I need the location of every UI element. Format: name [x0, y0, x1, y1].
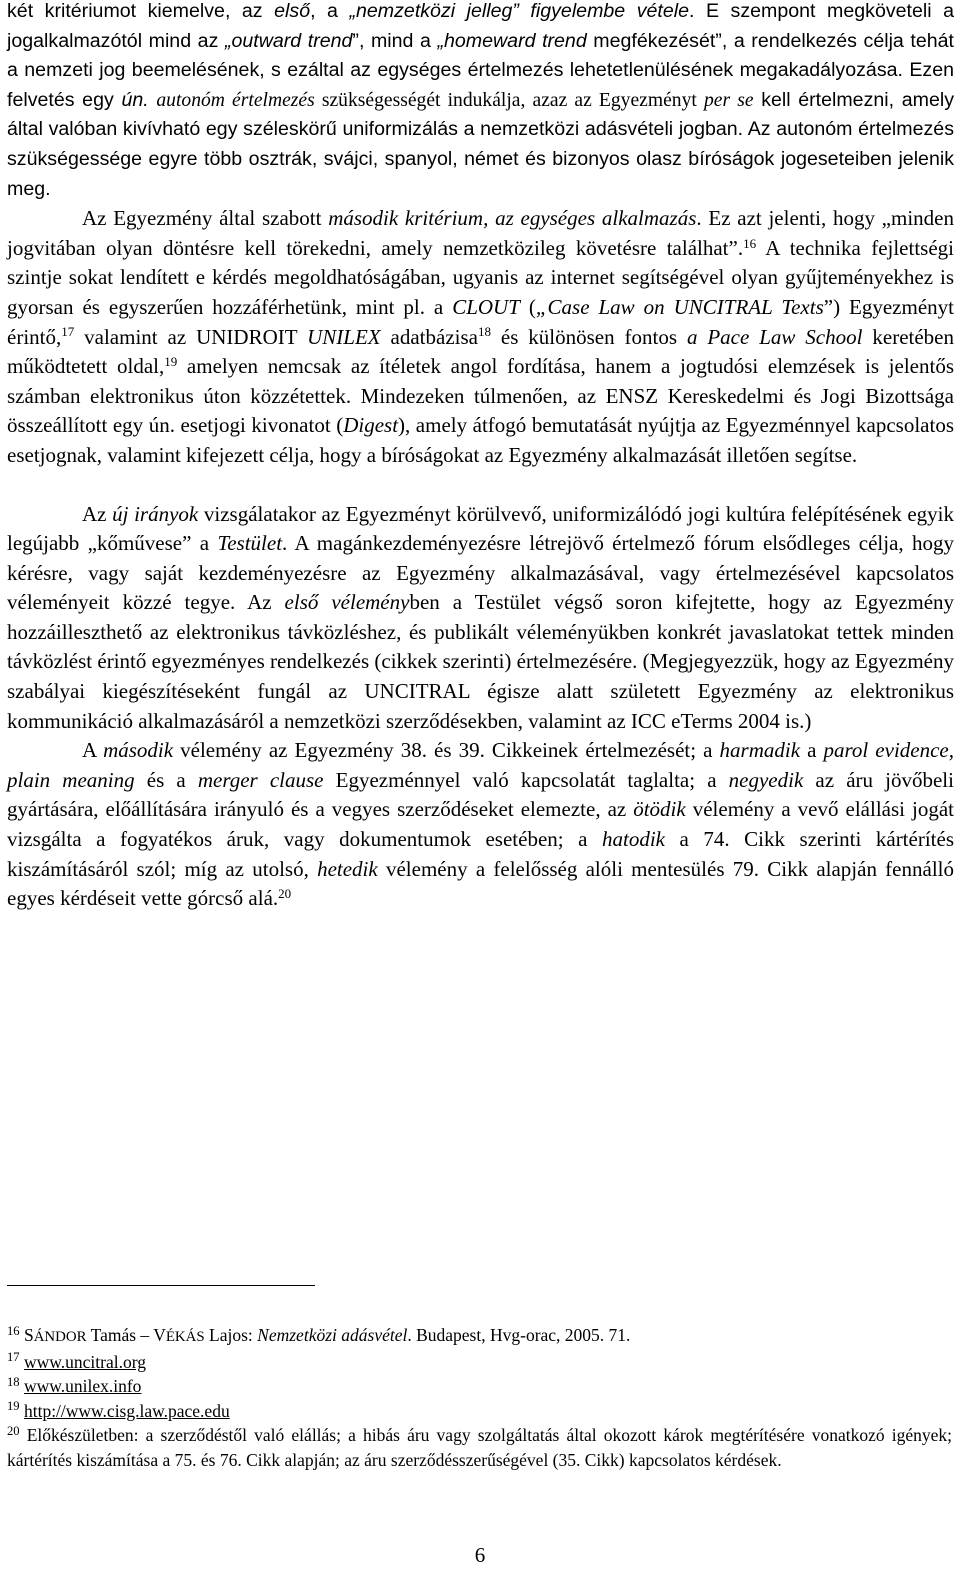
- italic-span: második kritérium, az egységes alkalmazás: [328, 206, 697, 231]
- italic-span: parol evidence, plain meaning: [7, 738, 954, 792]
- italic-span: hetedik: [317, 856, 378, 881]
- para-opinions: [7, 736, 954, 914]
- italic-span: „Case Law on UNCITRAL Texts: [535, 294, 824, 319]
- text-span: A technika fejlettségi szintje sokat lendített e kérdés megoldhatóságában, ugyanis az internet segítségével olyan gyűjteményekhez is gyorsan és egyszerűen hozzáférhetünk, mint pl. a: [7, 235, 954, 319]
- italic-span: Digest: [343, 413, 399, 438]
- footnote-ref: 18: [477, 324, 491, 340]
- italic-span: ún.: [121, 88, 149, 111]
- footnote-ref: 17: [61, 324, 75, 340]
- text-span: . Ez azt jelenti, hogy „minden jogvitában olyan döntésre kell törekedni, amely nemzetközileg követésre találhat”.: [7, 206, 954, 260]
- italic-span: új irányok: [112, 501, 199, 526]
- footnote-separator: [7, 1285, 315, 1286]
- footnote-17: [7, 1350, 952, 1375]
- text-span: és a: [134, 767, 198, 792]
- text-span: ben a Testület végső soron kifejtette, hogy az Egyezmény hozzáilleszthető az elektronikus távközléshez, és publikált véleményükben konkrét javaslatokat tettek minden távközlést érintő egyezményes rendelkezés (cikkek szerinti) értelmezésére. (Megjegyezzük, hogy az Egyezmény szabályai kiegészítéseként fungál az UNCITRAL égisze alatt született Egyezmény az elektronikus kommunikáció alkalmazásáról a nemzetközi szerződésekben, valamint az ICC eTerms 2004 is.): [7, 590, 955, 733]
- text-span: vélemény a felelősség alóli mentesülés 79. Cikk alapján fennálló egyes kérdéseit vette górcső alá.: [7, 856, 954, 911]
- footnote-link[interactable]: http://www.cisg.law.pace.edu: [23, 1400, 230, 1421]
- text-span: vélemény az Egyezmény 38. és 39. Cikkeinek értelmezését; a: [173, 738, 720, 763]
- para-cont-criteria: [7, 0, 954, 204]
- italic-span: második: [103, 738, 174, 763]
- body-text: [7, 0, 954, 914]
- italic-span: harmadik: [719, 738, 801, 763]
- text-span: Az Egyezmény által szabott: [82, 206, 329, 231]
- italic-span: első vélemény: [284, 590, 410, 615]
- italic-span: hatodik: [602, 827, 665, 852]
- italic-span: merger clause: [197, 767, 324, 792]
- text-span: . Budapest, Hvg-orac, 2005. 71.: [407, 1325, 631, 1345]
- footnote-ref: 19: [164, 353, 178, 369]
- text-span: vizsgálatakor az Egyezményt körülvevő, uniformizálódó jogi kultúra felépítésének egyik legújabb „kőművese” a: [7, 501, 954, 556]
- text-span: . E szempont megköveteli a jogalkalmazótól mind az: [7, 0, 954, 52]
- footnote-number: 17: [7, 1350, 20, 1365]
- footnote-20: [7, 1423, 952, 1472]
- small-caps-span: ÉKÁS: [165, 1329, 205, 1345]
- italic-span: „nemzetközi jelleg” figyelembe vétele: [349, 0, 689, 22]
- text-span: Előkészületben: a szerződéstől való elállás; a hibás áru vagy szolgáltatás által okozott károk megtérítésére vonatkozó igények; kártérítés kiszámítása a 75. és 76. Cikk alapján; az áru szerződésszerűségével (35. Cikk) kapcsolatos kérdések.: [7, 1425, 952, 1470]
- text-span: amelyen nemcsak az ítéletek angol fordítása, hanem a jogtudósi elemzések is jelentős számban elektronikus úton közzétettek. Mindezeken túlmenően, az ENSZ Kereskedelmi és Jogi Bizottsága összeállított egy ún. esetjogi kivonatot (: [7, 354, 954, 438]
- para-new-directions: [7, 500, 954, 737]
- text-span: A: [82, 738, 104, 763]
- text-span: vélemény a vevő elállási jogát vizsgálta a fogyatékos áruk, vagy dokumentumok esetében; a: [7, 797, 954, 852]
- footnote-ref: 16: [743, 235, 757, 251]
- small-caps-span: ÁNDOR: [33, 1329, 87, 1345]
- italic-span: első: [274, 0, 311, 22]
- italic-span: ötödik: [633, 797, 686, 822]
- footnote-link[interactable]: www.unilex.info: [23, 1376, 142, 1396]
- text-span: Egyezménnyel való kapcsolatát taglalta; a: [323, 767, 729, 792]
- text-span: ”) Egyezményt érintő,: [7, 294, 954, 349]
- italic-span: a Pace Law School: [686, 324, 863, 349]
- text-span: ), amely átfogó bemutatását nyújtja az Egyezménnyel kapcsolatos esetjognak, valamint kifejezett célja, hogy a bíróságokat az Egyezmény alkalmazását illetően segítse.: [7, 413, 954, 467]
- footnote-18: [7, 1374, 952, 1399]
- footnote-19: [7, 1399, 952, 1424]
- text-span: megfékezését”, a rendelkezés célja tehát a nemzeti jog beemelésének, s ezáltal az egységes értelmezés lehetetlenülésének megakadályozása. Ezen felvetés egy: [7, 29, 954, 111]
- text-span: Lajos:: [204, 1325, 258, 1345]
- text-span: . A magánkezdeményezésre létrejövő értelmező fórum elsődleges célja, hogy kérésre, vagy saját kezdeményezésre az Egyezmény alkalmazásával, vagy értelmezésével kapcsolatos véleményeit közzé tegye. Az: [7, 531, 954, 615]
- text-span: szükségességét indukálja, azaz az Egyezményt: [314, 89, 704, 111]
- text-span: a: [800, 738, 824, 763]
- footnote-number: 19: [7, 1399, 20, 1414]
- text-span: két kritériumot kiemelve, az: [7, 0, 275, 22]
- text-span: (: [519, 294, 536, 319]
- italic-span: negyedik: [728, 767, 804, 792]
- text-span: a 74. Cikk szerinti kártérítés kiszámításáról szól; míg az utolsó,: [7, 827, 954, 881]
- text-span: ”, mind a: [352, 29, 438, 52]
- italic-span: autonóm értelmezés: [156, 89, 315, 111]
- italic-span: UNILEX: [307, 324, 381, 349]
- italic-span: Nemzetközi adásvétel: [257, 1325, 408, 1345]
- para-second-criterion: [7, 204, 954, 470]
- text-span: adatbázisa: [380, 324, 478, 349]
- text-span: S: [23, 1325, 34, 1345]
- italic-span: „outward trend: [224, 29, 353, 52]
- footnote-number: 20: [7, 1423, 20, 1438]
- page-number: 6: [474, 1543, 486, 1567]
- footnote-ref: 20: [278, 886, 292, 902]
- italic-span: Testület: [217, 531, 283, 556]
- text-span: és különösen fontos: [490, 324, 687, 349]
- italic-span: per se: [703, 89, 754, 111]
- text-span: Az: [82, 501, 113, 526]
- text-span: kell értelmezni, amely által valóban kivívható egy széleskörű uniformizálás a nemzetközi adásvételi jogban. Az autonóm értelmezés szükségessége egyre több osztrák, svájci, spanyol, német és bizonyos olasz bíróságok jogeseteiben jelenik meg.: [7, 88, 954, 200]
- footnote-number: 16: [7, 1323, 20, 1338]
- text-span: az áru jövőbeli gyártására, előállítására irányuló és a vegyes szerződéseket elemezte, az: [7, 767, 954, 822]
- footnote-number: 18: [7, 1374, 20, 1389]
- text-span: keretében működtetett oldal,: [7, 324, 954, 379]
- text-span: , a: [310, 0, 350, 22]
- text-span: Tamás – V: [86, 1325, 166, 1345]
- text-span: valamint az UNIDROIT: [74, 324, 308, 349]
- italic-span: „homeward trend: [437, 29, 587, 52]
- footnote-16: [7, 1323, 952, 1350]
- footnotes: [7, 1323, 952, 1472]
- footnote-link[interactable]: www.uncitral.org: [23, 1351, 146, 1372]
- italic-span: CLOUT: [452, 294, 520, 319]
